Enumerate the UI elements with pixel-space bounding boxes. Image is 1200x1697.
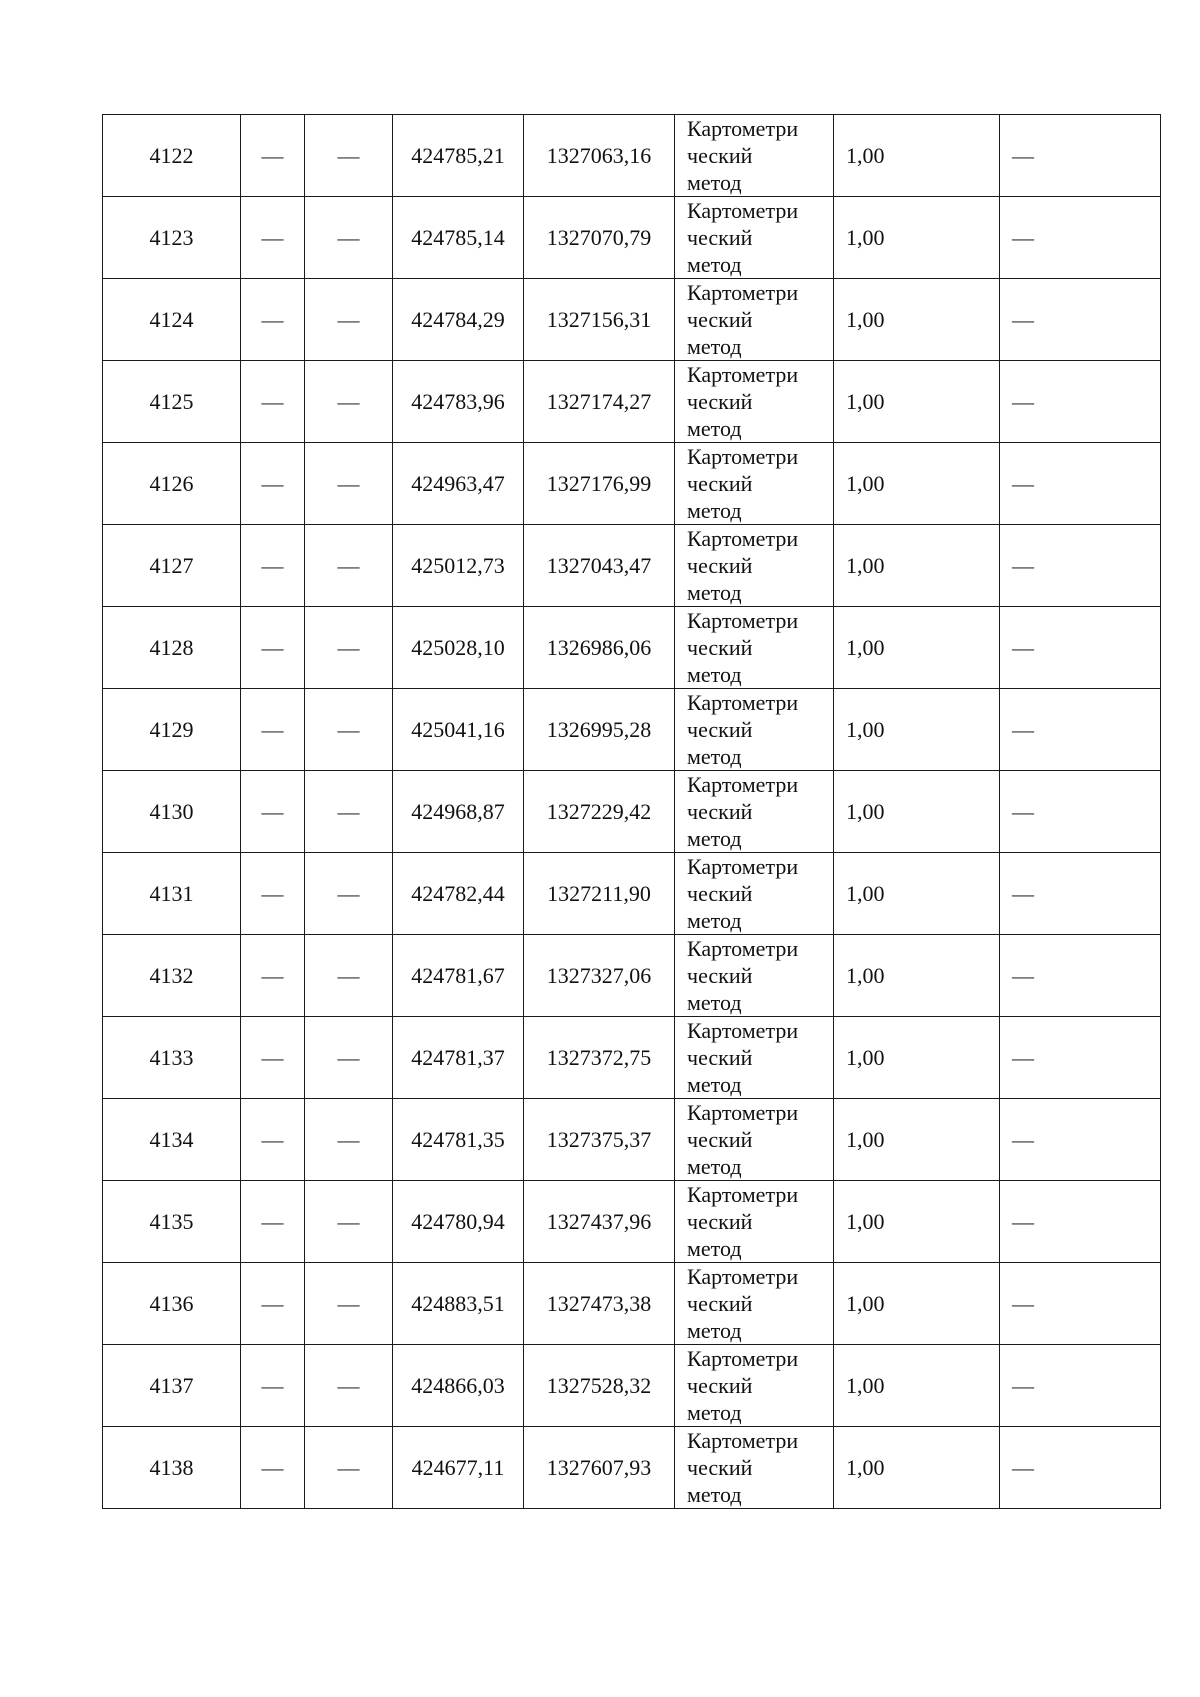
accuracy-cell: 1,00 xyxy=(834,771,1000,853)
old-x-cell: — xyxy=(241,361,305,443)
description-cell: — xyxy=(1000,853,1161,935)
old-x-cell: — xyxy=(241,443,305,525)
old-y-cell: — xyxy=(305,771,393,853)
table-row xyxy=(103,1099,1161,1181)
y-coordinate: 1327607,93 xyxy=(524,1427,675,1509)
table-row xyxy=(103,1345,1161,1427)
old-y-cell: — xyxy=(305,935,393,1017)
accuracy-cell: 1,00 xyxy=(834,1099,1000,1181)
y-coordinate: 1327473,38 xyxy=(524,1263,675,1345)
x-coordinate: 424963,47 xyxy=(393,443,524,525)
y-coordinate: 1327156,31 xyxy=(524,279,675,361)
y-coordinate: 1327375,37 xyxy=(524,1099,675,1181)
old-y-cell: — xyxy=(305,1427,393,1509)
y-coordinate: 1327528,32 xyxy=(524,1345,675,1427)
method-cell: Картометри ческий метод xyxy=(675,771,834,853)
table-row xyxy=(103,689,1161,771)
description-cell: — xyxy=(1000,1017,1161,1099)
table-row xyxy=(103,361,1161,443)
description-cell: — xyxy=(1000,1099,1161,1181)
old-x-cell: — xyxy=(241,279,305,361)
point-number: 4136 xyxy=(103,1263,241,1345)
x-coordinate: 424968,87 xyxy=(393,771,524,853)
method-cell: Картометри ческий метод xyxy=(675,689,834,771)
x-coordinate: 424677,11 xyxy=(393,1427,524,1509)
description-cell: — xyxy=(1000,1263,1161,1345)
table-row xyxy=(103,1427,1161,1509)
accuracy-cell: 1,00 xyxy=(834,115,1000,197)
table-row xyxy=(103,935,1161,1017)
old-y-cell: — xyxy=(305,361,393,443)
description-cell: — xyxy=(1000,115,1161,197)
y-coordinate: 1327437,96 xyxy=(524,1181,675,1263)
point-number: 4135 xyxy=(103,1181,241,1263)
description-cell: — xyxy=(1000,279,1161,361)
method-cell: Картометри ческий метод xyxy=(675,525,834,607)
table-row xyxy=(103,197,1161,279)
accuracy-cell: 1,00 xyxy=(834,607,1000,689)
description-cell: — xyxy=(1000,607,1161,689)
table-row xyxy=(103,771,1161,853)
x-coordinate: 424785,21 xyxy=(393,115,524,197)
x-coordinate: 425012,73 xyxy=(393,525,524,607)
table-row xyxy=(103,853,1161,935)
table-row xyxy=(103,443,1161,525)
old-x-cell: — xyxy=(241,1427,305,1509)
description-cell: — xyxy=(1000,197,1161,279)
old-x-cell: — xyxy=(241,1017,305,1099)
y-coordinate: 1327229,42 xyxy=(524,771,675,853)
x-coordinate: 424781,37 xyxy=(393,1017,524,1099)
method-cell: Картометри ческий метод xyxy=(675,1017,834,1099)
old-x-cell: — xyxy=(241,197,305,279)
accuracy-cell: 1,00 xyxy=(834,689,1000,771)
method-cell: Картометри ческий метод xyxy=(675,197,834,279)
method-cell: Картометри ческий метод xyxy=(675,853,834,935)
old-x-cell: — xyxy=(241,1345,305,1427)
table-row xyxy=(103,115,1161,197)
table-row xyxy=(103,525,1161,607)
old-y-cell: — xyxy=(305,197,393,279)
description-cell: — xyxy=(1000,935,1161,1017)
accuracy-cell: 1,00 xyxy=(834,197,1000,279)
x-coordinate: 424883,51 xyxy=(393,1263,524,1345)
old-x-cell: — xyxy=(241,1263,305,1345)
accuracy-cell: 1,00 xyxy=(834,525,1000,607)
table-row xyxy=(103,1017,1161,1099)
table-row xyxy=(103,607,1161,689)
method-cell: Картометри ческий метод xyxy=(675,1099,834,1181)
point-number: 4137 xyxy=(103,1345,241,1427)
old-y-cell: — xyxy=(305,607,393,689)
y-coordinate: 1327063,16 xyxy=(524,115,675,197)
accuracy-cell: 1,00 xyxy=(834,1181,1000,1263)
old-x-cell: — xyxy=(241,853,305,935)
x-coordinate: 424785,14 xyxy=(393,197,524,279)
y-coordinate: 1327176,99 xyxy=(524,443,675,525)
old-x-cell: — xyxy=(241,525,305,607)
y-coordinate: 1326995,28 xyxy=(524,689,675,771)
old-x-cell: — xyxy=(241,607,305,689)
table-body xyxy=(103,115,1161,1509)
x-coordinate: 424866,03 xyxy=(393,1345,524,1427)
point-number: 4132 xyxy=(103,935,241,1017)
accuracy-cell: 1,00 xyxy=(834,1017,1000,1099)
point-number: 4127 xyxy=(103,525,241,607)
point-number: 4124 xyxy=(103,279,241,361)
point-number: 4138 xyxy=(103,1427,241,1509)
y-coordinate: 1326986,06 xyxy=(524,607,675,689)
old-x-cell: — xyxy=(241,771,305,853)
method-cell: Картометри ческий метод xyxy=(675,443,834,525)
accuracy-cell: 1,00 xyxy=(834,1263,1000,1345)
old-y-cell: — xyxy=(305,1017,393,1099)
x-coordinate: 424782,44 xyxy=(393,853,524,935)
point-number: 4125 xyxy=(103,361,241,443)
x-coordinate: 424781,67 xyxy=(393,935,524,1017)
old-y-cell: — xyxy=(305,279,393,361)
x-coordinate: 425041,16 xyxy=(393,689,524,771)
method-cell: Картометри ческий метод xyxy=(675,361,834,443)
point-number: 4123 xyxy=(103,197,241,279)
old-x-cell: — xyxy=(241,115,305,197)
x-coordinate: 424784,29 xyxy=(393,279,524,361)
method-cell: Картометри ческий метод xyxy=(675,115,834,197)
description-cell: — xyxy=(1000,1427,1161,1509)
y-coordinate: 1327070,79 xyxy=(524,197,675,279)
method-cell: Картометри ческий метод xyxy=(675,279,834,361)
description-cell: — xyxy=(1000,1345,1161,1427)
description-cell: — xyxy=(1000,443,1161,525)
old-x-cell: — xyxy=(241,1099,305,1181)
x-coordinate: 424780,94 xyxy=(393,1181,524,1263)
point-number: 4128 xyxy=(103,607,241,689)
y-coordinate: 1327372,75 xyxy=(524,1017,675,1099)
y-coordinate: 1327211,90 xyxy=(524,853,675,935)
point-number: 4131 xyxy=(103,853,241,935)
accuracy-cell: 1,00 xyxy=(834,443,1000,525)
method-cell: Картометри ческий метод xyxy=(675,1181,834,1263)
old-x-cell: — xyxy=(241,689,305,771)
description-cell: — xyxy=(1000,1181,1161,1263)
x-coordinate: 424781,35 xyxy=(393,1099,524,1181)
old-x-cell: — xyxy=(241,935,305,1017)
accuracy-cell: 1,00 xyxy=(834,935,1000,1017)
description-cell: — xyxy=(1000,689,1161,771)
table-row xyxy=(103,1181,1161,1263)
y-coordinate: 1327174,27 xyxy=(524,361,675,443)
old-y-cell: — xyxy=(305,115,393,197)
method-cell: Картометри ческий метод xyxy=(675,935,834,1017)
accuracy-cell: 1,00 xyxy=(834,1345,1000,1427)
description-cell: — xyxy=(1000,771,1161,853)
y-coordinate: 1327327,06 xyxy=(524,935,675,1017)
method-cell: Картометри ческий метод xyxy=(675,1427,834,1509)
old-y-cell: — xyxy=(305,1181,393,1263)
x-coordinate: 425028,10 xyxy=(393,607,524,689)
accuracy-cell: 1,00 xyxy=(834,361,1000,443)
point-number: 4129 xyxy=(103,689,241,771)
old-y-cell: — xyxy=(305,443,393,525)
old-y-cell: — xyxy=(305,689,393,771)
accuracy-cell: 1,00 xyxy=(834,279,1000,361)
description-cell: — xyxy=(1000,525,1161,607)
table-row xyxy=(103,1263,1161,1345)
point-number: 4122 xyxy=(103,115,241,197)
y-coordinate: 1327043,47 xyxy=(524,525,675,607)
method-cell: Картометри ческий метод xyxy=(675,607,834,689)
accuracy-cell: 1,00 xyxy=(834,1427,1000,1509)
old-y-cell: — xyxy=(305,1345,393,1427)
point-number: 4126 xyxy=(103,443,241,525)
old-x-cell: — xyxy=(241,1181,305,1263)
method-cell: Картометри ческий метод xyxy=(675,1263,834,1345)
old-y-cell: — xyxy=(305,1263,393,1345)
point-number: 4133 xyxy=(103,1017,241,1099)
old-y-cell: — xyxy=(305,525,393,607)
old-y-cell: — xyxy=(305,853,393,935)
point-number: 4134 xyxy=(103,1099,241,1181)
coordinates-table xyxy=(102,114,1161,1509)
accuracy-cell: 1,00 xyxy=(834,853,1000,935)
table-row xyxy=(103,279,1161,361)
description-cell: — xyxy=(1000,361,1161,443)
method-cell: Картометри ческий метод xyxy=(675,1345,834,1427)
x-coordinate: 424783,96 xyxy=(393,361,524,443)
point-number: 4130 xyxy=(103,771,241,853)
old-y-cell: — xyxy=(305,1099,393,1181)
